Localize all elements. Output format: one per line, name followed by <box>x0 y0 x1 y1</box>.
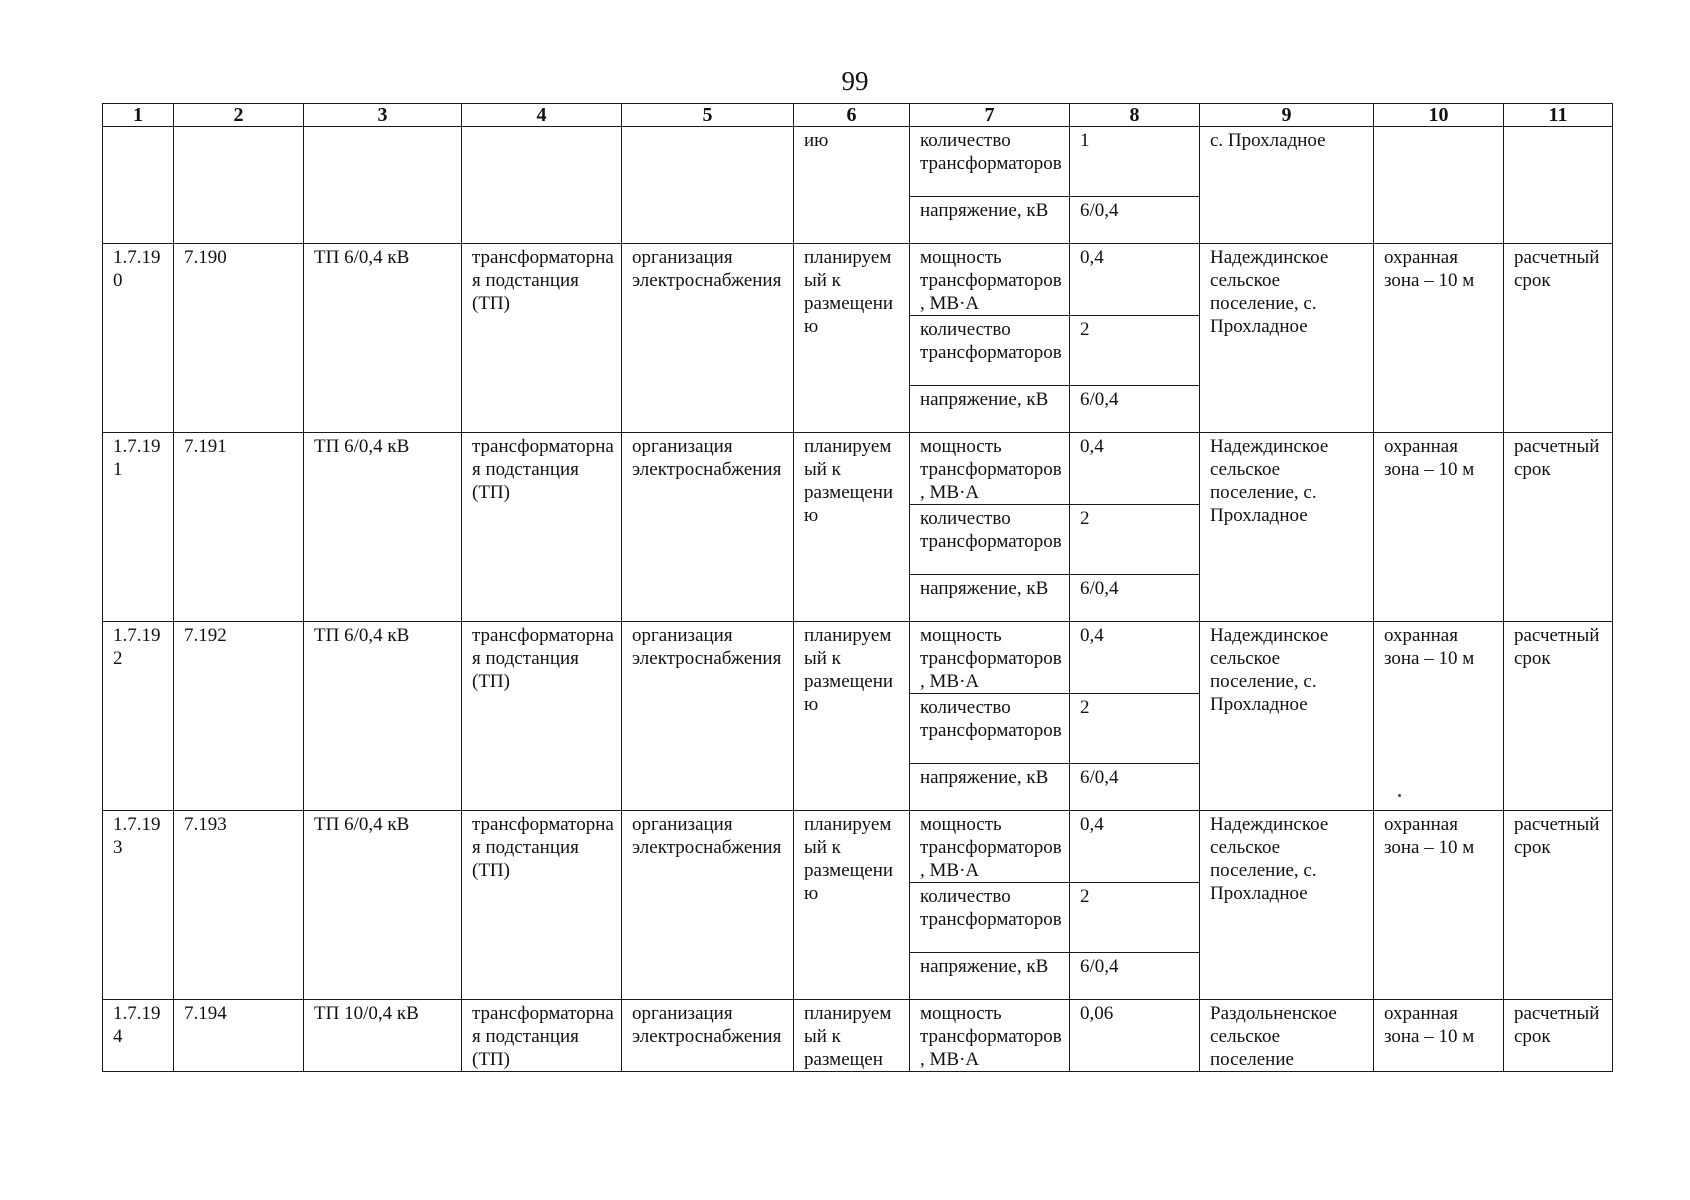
col-header: 2 <box>174 104 304 127</box>
col-header: 3 <box>304 104 462 127</box>
cell-name: ТП 6/0,4 кВ <box>304 244 462 433</box>
cell-code: 7.193 <box>174 811 304 1000</box>
cell-type: трансформаторная подстанция (ТП) <box>462 1000 622 1072</box>
col-header: 9 <box>1200 104 1374 127</box>
cell-zone <box>1374 127 1504 244</box>
cell-location: Надеждинское сельское поселение, с. Прохладное <box>1200 433 1374 622</box>
cell-zone: охранная зона – 10 м <box>1374 244 1504 433</box>
param-value: 0,4 <box>1070 622 1200 694</box>
param-value: 1 <box>1070 127 1200 197</box>
scan-speck <box>1398 794 1401 797</box>
cell-term <box>1504 127 1613 244</box>
cell-num: 1.7.190 <box>103 244 174 433</box>
cell-num: 1.7.191 <box>103 433 174 622</box>
page-number: 99 <box>841 66 869 96</box>
cell-purpose: организация электроснабжения <box>622 433 794 622</box>
param-value: 2 <box>1070 316 1200 386</box>
table-row <box>103 811 1613 883</box>
cell-type: трансформаторная подстанция (ТП) <box>462 244 622 433</box>
col-header: 4 <box>462 104 622 127</box>
table-row <box>103 433 1613 505</box>
param-value: 2 <box>1070 505 1200 575</box>
table-row <box>103 244 1613 316</box>
cell-zone: охранная зона – 10 м <box>1374 1000 1504 1072</box>
cell-status: ию <box>794 127 910 244</box>
cell-term: расчетный срок <box>1504 811 1613 1000</box>
cell-location: Раздольненское сельское поселение <box>1200 1000 1374 1072</box>
col-header: 10 <box>1374 104 1504 127</box>
col-header: 11 <box>1504 104 1613 127</box>
param-value: 6/0,4 <box>1070 575 1200 622</box>
table-row <box>103 127 1613 197</box>
cell-type: трансформаторная подстанция (ТП) <box>462 811 622 1000</box>
param-label: мощность трансформаторов, МВ·А <box>910 622 1070 694</box>
param-label: напряжение, кВ <box>910 764 1070 811</box>
col-header: 1 <box>103 104 174 127</box>
param-value: 0,4 <box>1070 811 1200 883</box>
param-value: 6/0,4 <box>1070 953 1200 1000</box>
cell-term: расчетный срок <box>1504 622 1613 811</box>
param-value: 0,4 <box>1070 433 1200 505</box>
cell-status: планируемый к размещению <box>794 622 910 811</box>
param-label: мощность трансформаторов, МВ·А <box>910 811 1070 883</box>
cell-term: расчетный срок <box>1504 433 1613 622</box>
param-value: 6/0,4 <box>1070 764 1200 811</box>
cell-zone: охранная зона – 10 м <box>1374 622 1504 811</box>
cell-name: ТП 6/0,4 кВ <box>304 433 462 622</box>
cell-name: ТП 6/0,4 кВ <box>304 622 462 811</box>
cell-num: 1.7.192 <box>103 622 174 811</box>
param-label: количество трансформаторов <box>910 883 1070 953</box>
cell-code: 7.190 <box>174 244 304 433</box>
cell-location: Надеждинское сельское поселение, с. Прохладное <box>1200 244 1374 433</box>
param-label: количество трансформаторов <box>910 505 1070 575</box>
cell-purpose: организация электроснабжения <box>622 622 794 811</box>
cell-num <box>103 127 174 244</box>
column-number-header <box>103 104 1613 127</box>
param-label: мощность трансформаторов, МВ·А <box>910 244 1070 316</box>
cell-term: расчетный срок <box>1504 244 1613 433</box>
param-label: количество трансформаторов <box>910 694 1070 764</box>
param-value: 6/0,4 <box>1070 386 1200 433</box>
param-label: количество трансформаторов <box>910 127 1070 197</box>
cell-code <box>174 127 304 244</box>
param-value: 2 <box>1070 883 1200 953</box>
cell-purpose: организация электроснабжения <box>622 811 794 1000</box>
cell-code: 7.191 <box>174 433 304 622</box>
param-label: напряжение, кВ <box>910 575 1070 622</box>
param-value: 6/0,4 <box>1070 197 1200 244</box>
cell-status: планируемый к размещению <box>794 433 910 622</box>
cell-purpose: организация электроснабжения <box>622 1000 794 1072</box>
infrastructure-table <box>102 103 1613 1072</box>
col-header: 6 <box>794 104 910 127</box>
param-label: напряжение, кВ <box>910 197 1070 244</box>
cell-code: 7.194 <box>174 1000 304 1072</box>
param-label: количество трансформаторов <box>910 316 1070 386</box>
param-label: мощность трансформаторов, МВ·А <box>910 433 1070 505</box>
cell-term: расчетный срок <box>1504 1000 1613 1072</box>
cell-name: ТП 6/0,4 кВ <box>304 811 462 1000</box>
cell-num: 1.7.194 <box>103 1000 174 1072</box>
param-label: напряжение, кВ <box>910 953 1070 1000</box>
cell-name <box>304 127 462 244</box>
cell-type <box>462 127 622 244</box>
cell-location: Надеждинское сельское поселение, с. Прохладное <box>1200 811 1374 1000</box>
col-header: 8 <box>1070 104 1200 127</box>
cell-code: 7.192 <box>174 622 304 811</box>
cell-purpose: организация электроснабжения <box>622 244 794 433</box>
param-label: напряжение, кВ <box>910 386 1070 433</box>
table-row <box>103 622 1613 694</box>
param-value: 0,4 <box>1070 244 1200 316</box>
cell-purpose <box>622 127 794 244</box>
cell-location: с. Прохладное <box>1200 127 1374 244</box>
cell-zone: охранная зона – 10 м <box>1374 433 1504 622</box>
cell-num: 1.7.193 <box>103 811 174 1000</box>
cell-type: трансформаторная подстанция (ТП) <box>462 622 622 811</box>
param-value: 0,06 <box>1070 1000 1200 1072</box>
cell-name: ТП 10/0,4 кВ <box>304 1000 462 1072</box>
table-row <box>103 1000 1613 1072</box>
param-value: 2 <box>1070 694 1200 764</box>
param-label: мощность трансформаторов, МВ·А <box>910 1000 1070 1072</box>
col-header: 7 <box>910 104 1070 127</box>
cell-zone: охранная зона – 10 м <box>1374 811 1504 1000</box>
cell-type: трансформаторная подстанция (ТП) <box>462 433 622 622</box>
cell-location: Надеждинское сельское поселение, с. Прохладное <box>1200 622 1374 811</box>
cell-status: планируемый к размещен <box>794 1000 910 1072</box>
cell-status: планируемый к размещению <box>794 811 910 1000</box>
cell-status: планируемый к размещению <box>794 244 910 433</box>
col-header: 5 <box>622 104 794 127</box>
